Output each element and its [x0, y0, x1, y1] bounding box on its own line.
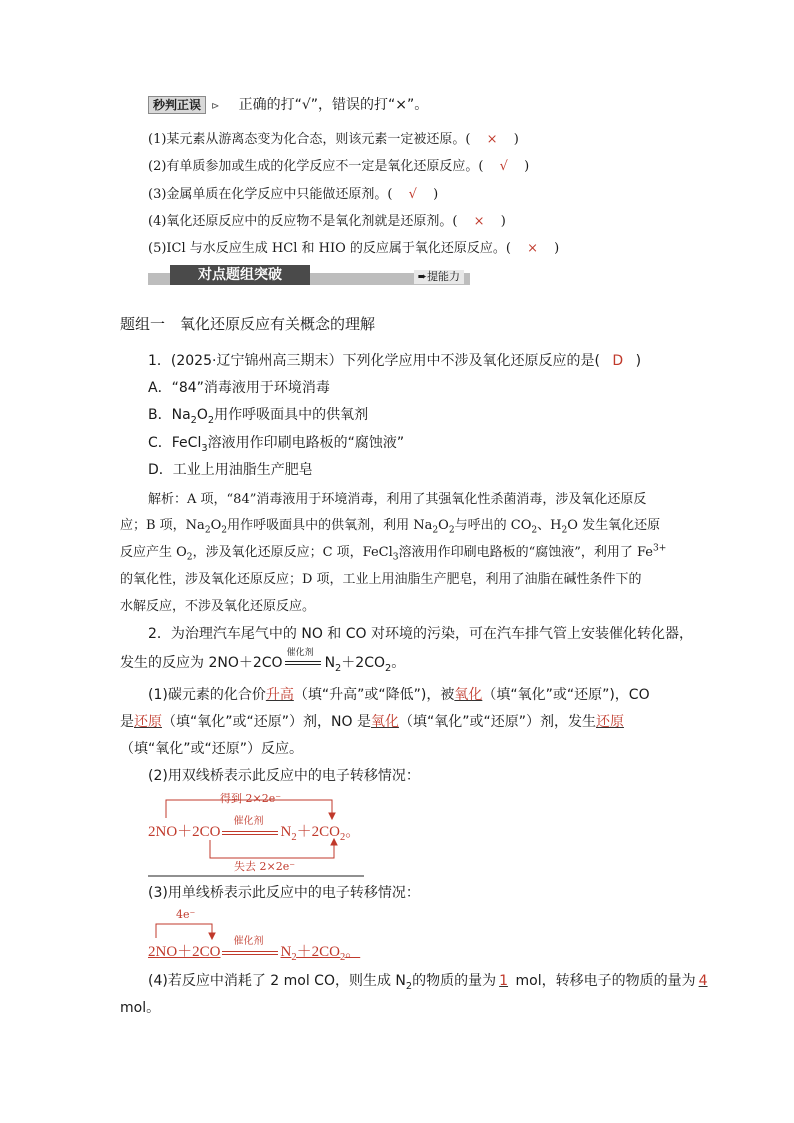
quiz-item: (5)ICl 与水反应生成 HCl 和 HIO 的反应属于氧化还原反应。( × ) [148, 241, 560, 256]
option-b: B．$Na_2O_2$用作呼吸面具中的供氧剂 [148, 407, 369, 426]
answer-mark: × [473, 214, 485, 229]
single-bridge-diagram [148, 906, 388, 962]
answer-blank: 升高 [265, 687, 294, 703]
quiz-item: (4)氧化还原反应中的反应物不是氧化剂就是还原剂。( × ) [148, 214, 506, 229]
part-1-line: 是还原（填“氧化”或“还原”）剂，NO 是氧化（填“氧化”或“还原”）剂，发生还原 [120, 714, 624, 730]
answer-mark: √ [408, 187, 417, 202]
catalyst-label: 催化剂 [286, 648, 314, 658]
option-a: A．“84”消毒液用于环境消毒 [148, 380, 330, 396]
question-1-stem: 1．(2025·辽宁锦州高三期末）下列化学应用中不涉及氧化还原反应的是( D ) [148, 353, 642, 369]
gain-label: 得到 2×2e⁻ [220, 792, 282, 805]
banner-title: 对点题组突破 [170, 265, 310, 285]
answer-blank: 还原 [134, 714, 162, 730]
option-d: D．工业上用油脂生产肥皂 [148, 462, 313, 478]
part-1-line: （填“氧化”或“还原”）反应。 [120, 741, 304, 757]
part-3-prompt: (3)用单线桥表示此反应中的电子转移情况： [148, 885, 420, 901]
analysis-line: 的氧化性，涉及氧化还原反应；D 项，工业上用油脂生产肥皂，利用了油脂在碱性条件下的 [120, 572, 642, 587]
quiz-header [148, 94, 428, 114]
question-2-reaction: 发生的反应为 2NO＋2CO 催化剂 $N_2+2CO_2$。 [120, 652, 405, 674]
answer-blank: 还原 [595, 714, 624, 730]
equation: 2NO＋2CO 催化剂 $N_2+2CO_2$。 [148, 816, 361, 843]
answer-mark: × [486, 132, 498, 147]
answer-blank: 氧化 [454, 687, 483, 703]
section-banner [148, 265, 470, 287]
part-2-prompt: (2)用双线桥表示此反应中的电子转移情况： [148, 768, 420, 784]
analysis-line: 解析：A 项，“84”消毒液用于环境消毒，利用了其强氧化性杀菌消毒，涉及氧化还原反 [148, 492, 647, 507]
part-4-line: mol。 [120, 1000, 161, 1016]
quiz-item: (2)有单质参加或生成的化学反应不一定是氧化还原反应。( √ ) [148, 159, 530, 174]
double-bridge-diagram [148, 790, 368, 878]
question-2-stem: 2．为治理汽车尾气中的 NO 和 CO 对环境的污染，可在汽车排气管上安装催化转化器， [148, 626, 693, 642]
quiz-item: (1)某元素从游离态变为化合态，则该元素一定被还原。( × ) [148, 132, 519, 147]
part-1-line: (1)碳元素的化合价升高（填“升高”或“降低”)，被氧化（填“氧化”或“还原”)，CO [148, 687, 650, 703]
quiz-item: (3)金属单质在化学反应中只能做还原剂。( √ ) [148, 187, 439, 202]
lose-label: 失去 2×2e⁻ [234, 860, 296, 873]
answer-mark: √ [499, 159, 508, 174]
banner-tag: ➨提能力 [414, 270, 464, 284]
analysis-line: 水解反应，不涉及氧化还原反应。 [120, 599, 316, 614]
answer-blank: 1 [499, 973, 509, 989]
electron-label: 4e⁻ [176, 908, 196, 921]
answer-blank: 氧化 [370, 714, 399, 730]
flag-icon: ⊳ [211, 101, 220, 112]
equation: 2NO＋2CO 催化剂 $N_2+2CO_2$。 [148, 936, 361, 963]
answer-mark: × [527, 241, 539, 256]
question-1-answer: D [612, 353, 624, 369]
analysis-line: 反应产生 $O_2$，涉及氧化还原反应；C 项，FeCl$_3$溶液用作印刷电路板的“腐蚀液”，利用了 $Fe^{3+}$ [120, 543, 667, 563]
option-c: C．FeCl$_3$溶液用作印刷电路板的“腐蚀液” [148, 435, 405, 454]
quiz-instruction: 正确的打“√”，错误的打“×”。 [238, 97, 429, 113]
group-title: 题组一 氧化还原反应有关概念的理解 [120, 315, 376, 333]
quiz-badge: 秒判正误 [148, 96, 206, 114]
analysis-line: 应；B 项，$Na_2O_2$用作呼吸面具中的供氧剂，利用 $Na_2O_2$与呼出的 $CO_2$、$H_2O$ 发生氧化还原 [120, 518, 661, 536]
answer-blank: 4 [698, 973, 708, 989]
part-4-line: (4)若反应中消耗了 2 mol CO，则生成 $N_2$的物质的量为 1 mol，转移电子的物质的量为 4 [148, 973, 708, 992]
